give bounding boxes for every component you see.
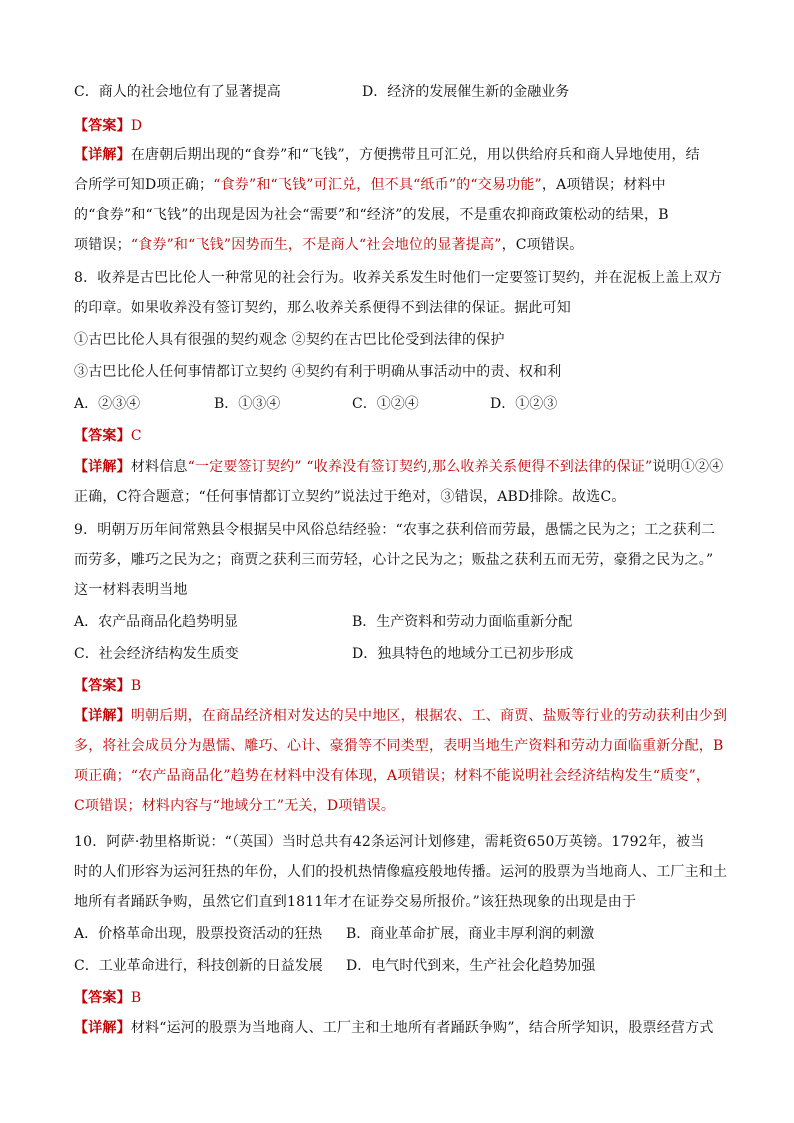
- answer-tag: 【答案】: [74, 990, 131, 1006]
- q7-option-c: C．商人的社会地位有了显著提高: [74, 84, 281, 100]
- detail-text: 合所学可知D项正确；: [74, 177, 214, 193]
- answer-value: B: [130, 678, 142, 694]
- q8-stem-line-2: 的印章。如果收养没有签订契约，那么收养关系便得不到法律的保证。据此可知: [74, 300, 571, 316]
- q10-detail-line-1: [74, 1018, 734, 1038]
- q9-detail-line-2: 多，将社会成员分为愚懦、雕巧、心计、豪猾等不同类型，表明当地生产资料和劳动力面临重新分配，B: [74, 738, 724, 754]
- detail-tag: 【详解】: [74, 708, 131, 724]
- detail-text: 明朝后期，在商品经济相对发达的吴中地区，根据农、工、商贾、盐贩等行业的劳动获利由少到: [130, 708, 728, 724]
- q9-option-c: C．社会经济结构发生质变: [74, 646, 239, 662]
- answer-tag: 【答案】: [74, 118, 131, 134]
- q9-option-d: D．独具特色的地域分工已初步形成: [352, 646, 574, 662]
- q8-detail-line-2: 正确，C符合题意；“任何事情都订立契约”说法过于绝对，③错误，ABD排除。故选C。: [74, 489, 626, 505]
- q9-option-a: A．农产品商品化趋势明显: [74, 614, 239, 630]
- detail-text: 项错误；: [74, 237, 131, 253]
- q8-option-a: A．②③④: [74, 396, 141, 412]
- q7-detail-line-1: [74, 145, 734, 165]
- q7-option-d: D．经济的发展催生新的金融业务: [362, 84, 570, 100]
- detail-text: ，C项错误。: [501, 237, 584, 253]
- q8-items-line-1: ①古巴比伦人具有很强的契约观念 ②契约在古巴比伦受到法律的保护: [74, 332, 505, 348]
- q9-detail-line-4: C项错误；材料内容与“地域分工”无关，D项错误。: [74, 798, 396, 814]
- q8-stem-line-1: 8．收养是古巴比伦人一种常见的社会行为。收养关系发生时他们一定要签订契约，并在泥板上盖上双方: [74, 270, 723, 286]
- q10-stem-line-3: 地所有者踊跃争购，虽然它们直到1811年才在证券交易所报价。”该狂热现象的出现是由于: [74, 894, 637, 910]
- q8-option-d: D．①②③: [490, 396, 558, 412]
- q10-stem-line-2: 时的人们形容为运河狂热的年份，人们的投机热情像瘟疫般地传播。运河的股票为当地商人、工厂主和土: [74, 864, 728, 880]
- detail-text: 材料“运河的股票为当地商人、工厂主和土地所有者踊跃争购”，结合所学知识，股票经营方式: [130, 1020, 714, 1036]
- answer-tag: 【答案】: [74, 678, 131, 694]
- q9-detail-line-1: [74, 706, 734, 726]
- detail-tag: 【详解】: [74, 459, 131, 475]
- detail-highlight: “食券”和“飞钱”因势而生，不是商人“社会地位的显著提高”: [130, 237, 502, 253]
- detail-highlight: “食券”和“飞钱”可汇兑，但不具“纸币”的“交易功能”: [213, 177, 542, 193]
- answer-value: B: [130, 990, 142, 1006]
- q8-option-c: C．①②④: [352, 396, 419, 412]
- q7-detail-line-3: 的“食券”和“飞钱”的出现是因为社会“需要”和“经济”的发展，不是重农抑商政策松动的结果，B: [74, 207, 669, 223]
- q10-option-b: B．商业革命扩展，商业丰厚利润的刺激: [346, 926, 595, 942]
- q9-stem-line-2: 而劳多，雕巧之民为之；商贾之获利三而劳轻，心计之民为之；贩盐之获利五而无劳，豪猾之民为之。”: [74, 552, 714, 568]
- q10-option-a: A．价格革命出现，股票投资活动的狂热: [74, 926, 323, 942]
- q10-stem-line-1: 10．阿萨·勃里格斯说：“（英国）当时总共有42条运河计划修建，需耗资650万英镑。1792年，被当: [74, 834, 705, 850]
- q7-detail-line-4: [74, 235, 734, 255]
- q10-option-c: C．工业革命进行，科技创新的日益发展: [74, 958, 323, 974]
- q9-stem-line-1: 9．明朝万历年间常熟县令根据吴中风俗总结经验：“农事之获利倍而劳最，愚懦之民为之；工之获利二: [74, 522, 716, 538]
- q9-stem-line-3: 这一材料表明当地: [74, 582, 188, 598]
- q7-answer: [74, 116, 734, 136]
- q7-detail-line-2: [74, 175, 734, 195]
- q9-answer: [74, 676, 734, 696]
- detail-text: 在唐朝后期出现的“食券”和“飞钱”，方便携带且可汇兑，用以供给府兵和商人异地使用，结: [130, 147, 700, 163]
- answer-tag: 【答案】: [74, 428, 131, 444]
- detail-text: 材料信息: [130, 459, 188, 475]
- q9-detail-line-3: 项正确；“农产品商品化”趋势在材料中没有体现，A项错误；材料不能说明社会经济结构发生“质变”，: [74, 768, 711, 784]
- detail-text: ，A项错误；材料中: [541, 177, 666, 193]
- detail-tag: 【详解】: [74, 147, 131, 163]
- q9-option-b: B．生产资料和劳动力面临重新分配: [352, 614, 573, 630]
- q8-detail-line-1: [74, 457, 734, 477]
- detail-tag: 【详解】: [74, 1020, 131, 1036]
- q8-items-line-2: ③古巴比伦人任何事情都订立契约 ④契约有利于明确从事活动中的责、权和利: [74, 364, 562, 380]
- q10-answer: [74, 988, 734, 1008]
- q8-option-b: B．①③④: [214, 396, 281, 412]
- answer-value: C: [130, 428, 142, 444]
- answer-value: D: [130, 118, 143, 134]
- detail-highlight: “一定要签订契约” “收养没有签订契约,那么收养关系便得不到法律的保证”: [187, 459, 653, 475]
- detail-text: 说明①②④: [652, 459, 724, 475]
- q10-option-d: D．电气时代到来，生产社会化趋势加强: [346, 958, 596, 974]
- q8-answer: [74, 426, 734, 446]
